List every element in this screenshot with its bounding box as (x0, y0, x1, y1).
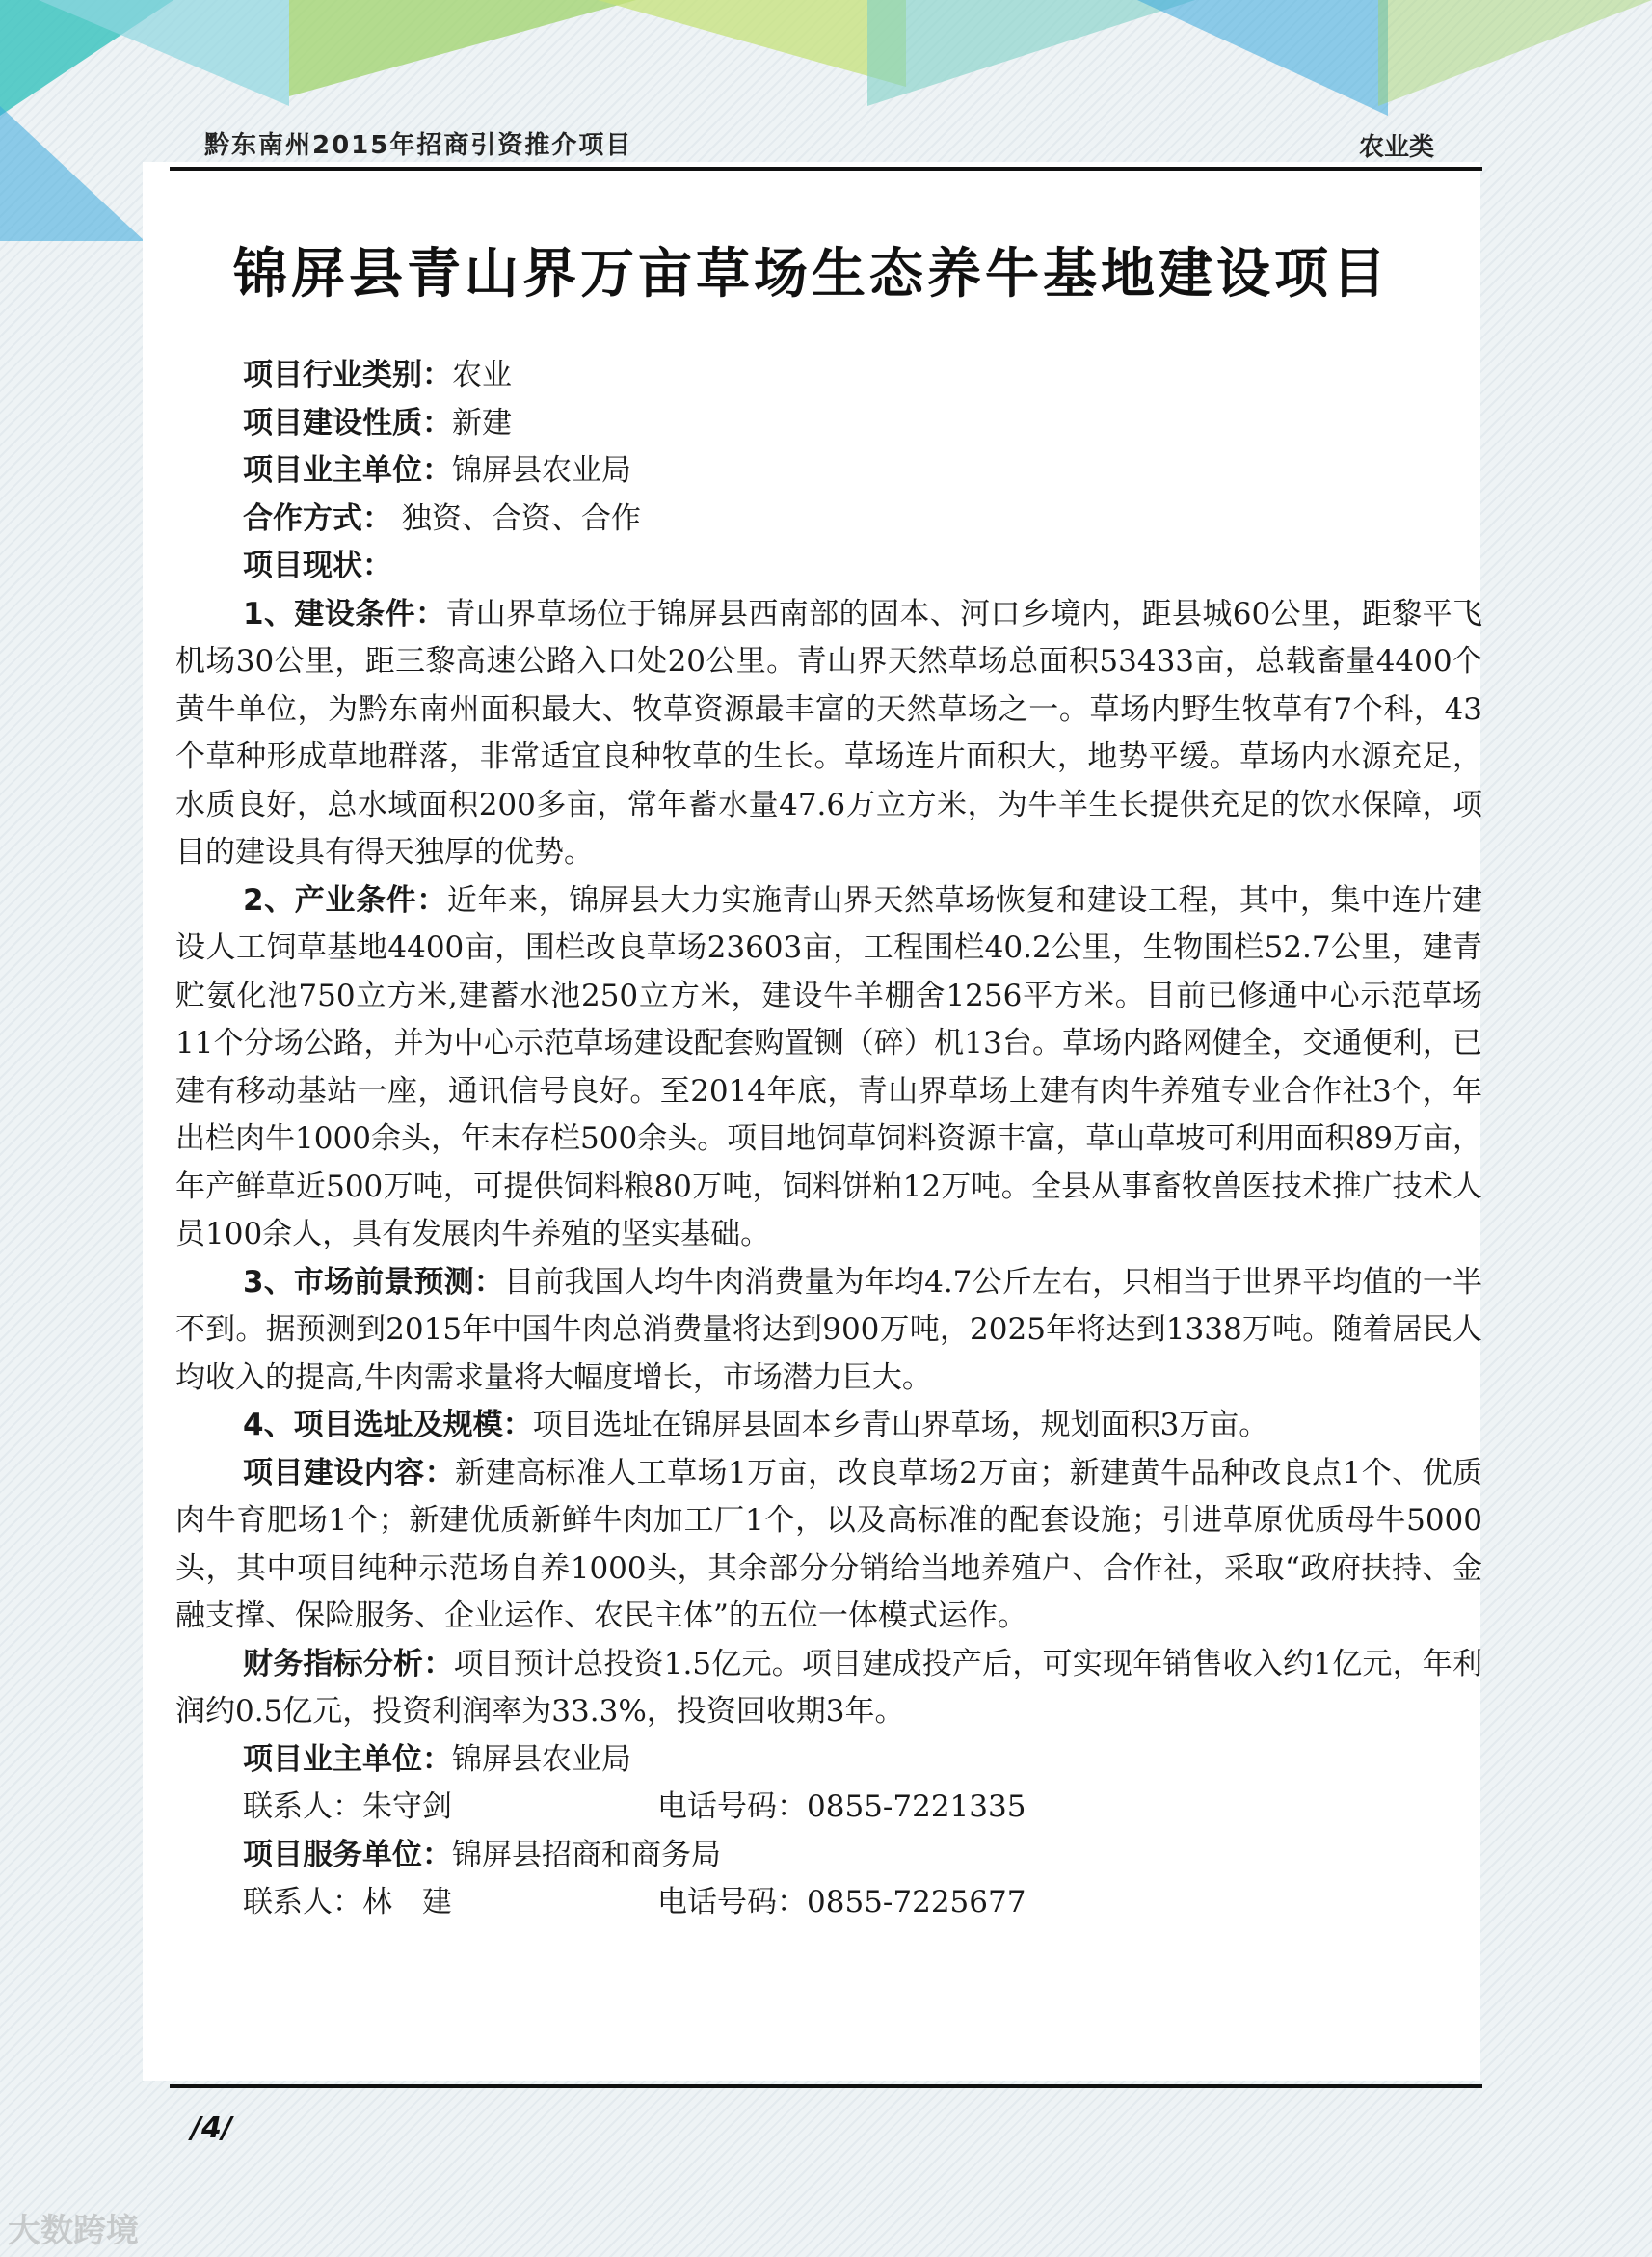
owner-contact (175, 1784, 1482, 1832)
section-label: 2、产业条件： (243, 882, 447, 918)
section-text: 项目预计总投资1.5亿元。项目建成投产后，可实现年销售收入约1亿元，年利润约0.5亿元，投资利润率为33.3%，投资回收期3年。 (175, 1646, 1483, 1729)
owner-unit (175, 1736, 1482, 1785)
service-label: 项目服务单位： (243, 1837, 452, 1872)
section-construction-content (175, 1450, 1482, 1641)
header-divider (170, 167, 1482, 171)
service-contact (175, 1879, 1482, 1927)
footer-divider (170, 2084, 1482, 2088)
meta-value: 独资、合资、合作 (392, 500, 641, 536)
section-text: 近年来，锦屏县大力实施青山界天然草场恢复和建设工程，其中，集中连片建设人工饲草基地4400亩，围栏改良草场23603亩，工程围栏40.2公里，生物围栏52.7公里，建青贮氨化池750立方米,建蓄水池250立方米，建设牛羊棚舍1256平方米。目前已修通中心示范草场11个分场公路，并为中心示范草场建设配套购置铡（碎）机13台。草场内路网健全，交通便利，已建有移动基站一座，通讯信号良好。至2014年底，青山界草场上建有肉牛养殖专业合作社3个，年出栏肉牛1000余头，年末存栏500余头。项目地饲草饲料资源丰富，草山草坡可利用面积89万亩，年产鲜草近500万吨，可提供饲料粮80万吨，饲料饼粕12万吨。全县从事畜牧兽医技术推广技术人员100余人，具有发展肉牛养殖的坚实基础。 (175, 882, 1482, 1251)
service-contact-person: 联系人：林 建 (243, 1885, 452, 1920)
header-publication-title: 黔东南州2015年招商引资推介项目 (204, 131, 633, 160)
section-construction-conditions (175, 591, 1482, 877)
meta-value: 新建 (452, 405, 512, 441)
section-site-scale (175, 1402, 1482, 1450)
section-label: 3、市场前景预测： (243, 1264, 504, 1300)
meta-nature (175, 400, 1482, 448)
watermark: 大数跨境 (8, 2212, 139, 2250)
service-contact-phone: 电话号码：0855-7225677 (657, 1885, 1026, 1920)
meta-value: 锦屏县农业局 (452, 453, 631, 488)
owner-label: 项目业主单位： (243, 1741, 452, 1777)
meta-owner (175, 447, 1482, 496)
page-number: /4/ (191, 2111, 232, 2145)
page-title: 锦屏县青山界万亩草场生态养牛基地建设项目 (233, 243, 1390, 306)
owner-value: 锦屏县农业局 (452, 1741, 631, 1777)
section-industry-conditions (175, 877, 1482, 1259)
header-category: 农业类 (1358, 133, 1434, 162)
meta-industry (175, 352, 1482, 400)
meta-cooperation (175, 496, 1482, 544)
section-text: 青山界草场位于锦屏县西南部的固本、河口乡境内，距县城60公里，距黎平飞机场30公里，距三黎高速公路入口处20公里。青山界天然草场总面积53433亩，总载畜量4400个黄牛单位，为黔东南州面积最大、牧草资源最丰富的天然草场之一。草场内野生牧草有7个科，43个草种形成草地群落，非常适宜良种牧草的生长。草场连片面积大，地势平缓。草场内水源充足，水质良好，总水域面积200多亩，常年蓄水量47.6万立方米，为牛羊生长提供充足的饮水保障，项目的建设具有得天独厚的优势。 (175, 596, 1482, 870)
section-market-forecast (175, 1259, 1482, 1403)
meta-label: 项目行业类别： (243, 358, 452, 392)
meta-label: 合作方式： (243, 500, 392, 536)
meta-label: 项目建设性质： (243, 405, 452, 441)
meta-value: 农业 (452, 358, 512, 392)
section-text: 新建高标准人工草场1万亩，改良草场2万亩；新建黄牛品种改良点1个、优质肉牛育肥场1个；新建优质新鲜牛肉加工厂1个，以及高标准的配套设施；引进草原优质母牛5000头，其中项目纯种示范场自养1000头，其余部分分销给当地养殖户、合作社，采取“政府扶持、金融支撑、保险服务、企业运作、农民主体”的五位一体模式运作。 (175, 1455, 1482, 1633)
meta-status (175, 543, 1482, 591)
section-text: 项目选址在锦屏县固本乡青山界草场，规划面积3万亩。 (532, 1408, 1269, 1442)
owner-contact-person: 联系人：朱守剑 (243, 1789, 452, 1824)
section-label: 1、建设条件： (243, 596, 446, 631)
document-body (175, 352, 1482, 1927)
section-label: 项目建设内容： (243, 1455, 456, 1491)
meta-label: 项目业主单位： (243, 453, 452, 488)
section-label: 4、项目选址及规模： (243, 1408, 533, 1442)
section-financial-analysis (175, 1641, 1482, 1736)
service-value: 锦屏县招商和商务局 (452, 1837, 721, 1872)
service-unit (175, 1832, 1482, 1880)
section-label: 财务指标分析： (243, 1646, 454, 1681)
section-text: 目前我国人均牛肉消费量为年均4.7公斤左右，只相当于世界平均值的一半不到。据预测到2015年中国牛肉总消费量将达到900万吨，2025年将达到1338万吨。随着居民人均收入的提高,牛肉需求量将大幅度增长，市场潜力巨大。 (175, 1264, 1482, 1395)
meta-label: 项目现状： (243, 549, 392, 583)
owner-contact-phone: 电话号码：0855-7221335 (657, 1789, 1026, 1824)
